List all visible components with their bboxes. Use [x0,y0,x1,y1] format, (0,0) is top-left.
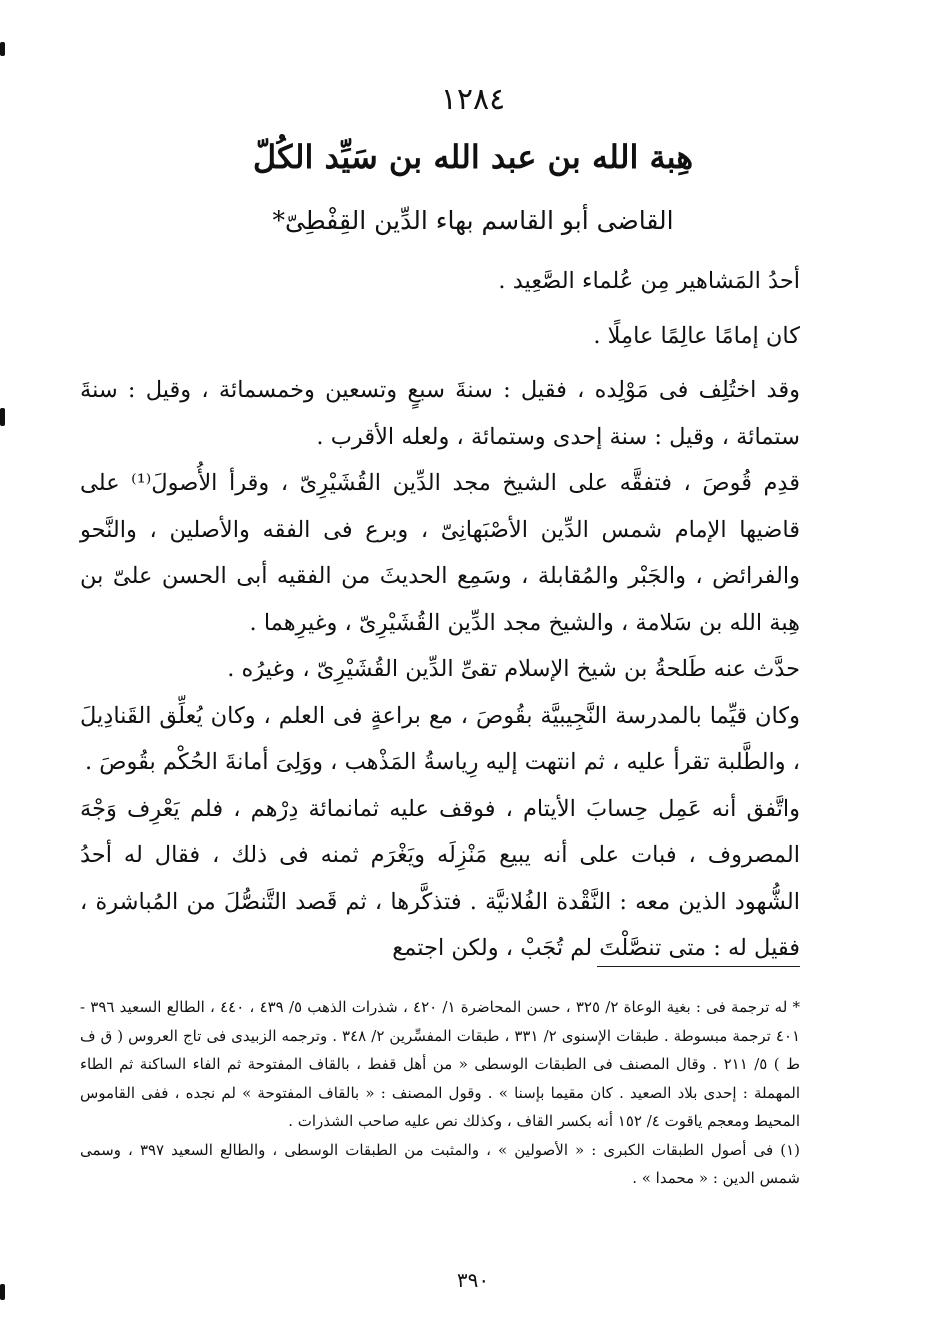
body-paragraph: حدَّث عنه طَلحةُ بن شيخ الإسلام تقىِّ الدِّين القُشَيْرِىّ ، وغيرُه . [227,656,800,682]
page-number: ٣٩٠ [456,1268,490,1292]
biography-body [80,258,800,972]
entry-name: هِبة الله بن عبد الله بن سَيِّد الكُلّ [252,138,694,176]
body-paragraph: كان إمامًا عالِمًا عامِلًا . [593,322,800,349]
scan-edge-mark [0,42,5,56]
body-paragraph: وقد اختُلِف فى مَوْلِده ، فقيل : سنةَ سبعٍ وتسعين وخمسمائة ، وقيل : سنةَ ستمائة ، وقيل : سنة إحدى وستمائة ، ولعله الأقرب . [80,377,800,450]
entry-subtitle: القاضى أبو القاسم بهاء الدِّين القِفْطِىّ* [272,206,674,235]
body-paragraph: واتَّفق أنه عَمِل حِسابَ الأيتام ، فوقف عليه ثمانمائة دِرْهم ، فلم يَعْرِف وَجْهَ المصروف ، فبات على أنه يبيع مَنْزِلَه ويَغْرَم ثمنه فى ذلك ، فقال له أحدُ الشُّهود الذين معه : النَّقْدة الفُلانيَّة . فتذكَّرها ، ثم قَصد التَّنصُّلَ من المُباشرة ، فقيل له : متى تنصَّلْتَ لم تُجَبْ ، ولكن اجتمع [80,795,800,961]
entry-number: ١٢٨٤ [440,82,506,117]
footnote-1: (١) فى أصول الطبقات الكبرى : « الأصولين » ، والمثبت من الطبقات الوسطى ، والطالع السعيد ٣٩٧ ، وسمى شمس الدين : « محمدا » . [80,1140,800,1187]
footnote-divider [597,966,800,967]
footnote-sources: * له ترجمة فى : بغية الوعاة ٢/ ٣٢٥ ، حسن المحاضرة ١/ ٤٢٠ ، شذرات الذهب ٥/ ٤٣٩ ، ٤٤٠ ، الطالع السعيد ٣٩٦ - ٤٠١ ترجمة مبسوطة . طبقات الإسنوى ٢/ ٣٣١ ، طبقات المفسِّرين ٢/ ٣٤٨ . وترجمه الزبيدى فى تاج العروس ( ق ف ط ) ٥/ ٢١١ . وقال المصنف فى الطبقات الوسطى « من أهل قفط ، بالقاف المفتوحة ثم الفاء الساكنة ثم الطاء المهملة : إحدى بلاد الصعيد . كان مقيما بإسنا » . وقول المصنف : « بالقاف المفتوحة » لم نجده ، ففى القاموس المحيط ومعجم ياقوت ٤/ ١٥٢ أنه بكسر القاف ، وكذلك نص عليه صاحب الشذرات . [80,998,801,1130]
scan-edge-mark [0,408,5,426]
body-paragraph: أحدُ المَشاهير مِن عُلماء الصَّعِيد . [498,268,800,294]
body-paragraph: وكان قيِّما بالمدرسة النَّجِيبيَّة بقُوصَ ، مع براعةٍ فى العلم ، وكان يُعلِّق القَنادِيلَ ، والطَّلبة تقرأ عليه ، ثم انتهت إليه رِياسةُ المَذْهب ، ووَلِىَ أمانةَ الحُكْم بقُوصَ . [80,702,800,775]
footnotes [80,993,800,1193]
body-paragraph: قدِم قُوصَ ، فتفقَّه على الشيخ مجد الدِّين القُشَيْرِىّ ، وقرأ الأُصولَ⁽¹⁾ على قاضيها الإمام شمس الدِّين الأصْبَهانِىّ ، وبرع فى الفقه والأصلين ، والنَّحو والفرائض ، والجَبْر والمُقابلة ، وسَمِع الحديثَ من الفقيه أبى الحسن علىّ بن هِبة الله بن سَلامة ، والشيخ مجد الدِّين القُشَيْرِىّ ، وغيرِهما . [80,470,800,636]
